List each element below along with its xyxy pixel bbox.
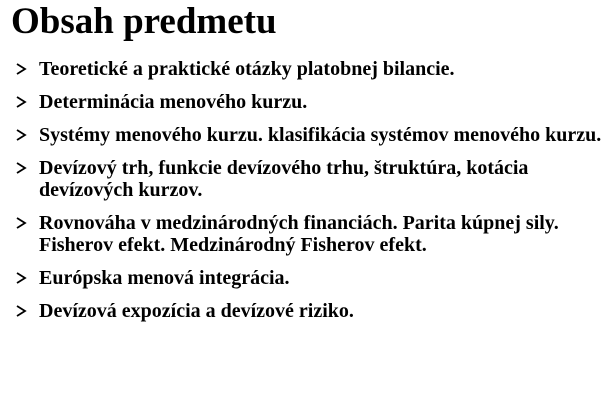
bullet-text: Európska menová integrácia. [39,267,290,289]
chevron-right-icon [14,216,28,230]
chevron-right-icon [14,128,28,142]
bullet-text: Systémy menového kurzu. klasifikácia systémov menového kurzu. [39,124,602,146]
bullet-item [14,91,604,113]
chevron-right-icon [14,271,28,285]
chevron-right-icon [14,62,28,76]
bullet-item [14,157,604,201]
chevron-right-icon [14,95,28,109]
bullet-list [14,58,604,322]
bullet-item [14,300,604,322]
bullet-text: Teoretické a praktické otázky platobnej bilancie. [39,58,455,80]
bullet-item [14,212,604,256]
bullet-item [14,58,604,80]
bullet-item [14,124,604,146]
bullet-text: Rovnováha v medzinárodných financiách. Parita kúpnej sily. Fisherov efekt. Medzinárodný Fisherov efekt. [39,212,559,256]
bullet-text: Determinácia menového kurzu. [39,91,308,113]
chevron-right-icon [14,161,28,175]
slide-title: Obsah predmetu [11,1,277,42]
bullet-text: Devízová expozícia a devízové riziko. [39,300,354,322]
bullet-item [14,267,604,289]
bullet-text: Devízový trh, funkcie devízového trhu, štruktúra, kotácia devízových kurzov. [39,157,529,201]
chevron-right-icon [14,304,28,318]
